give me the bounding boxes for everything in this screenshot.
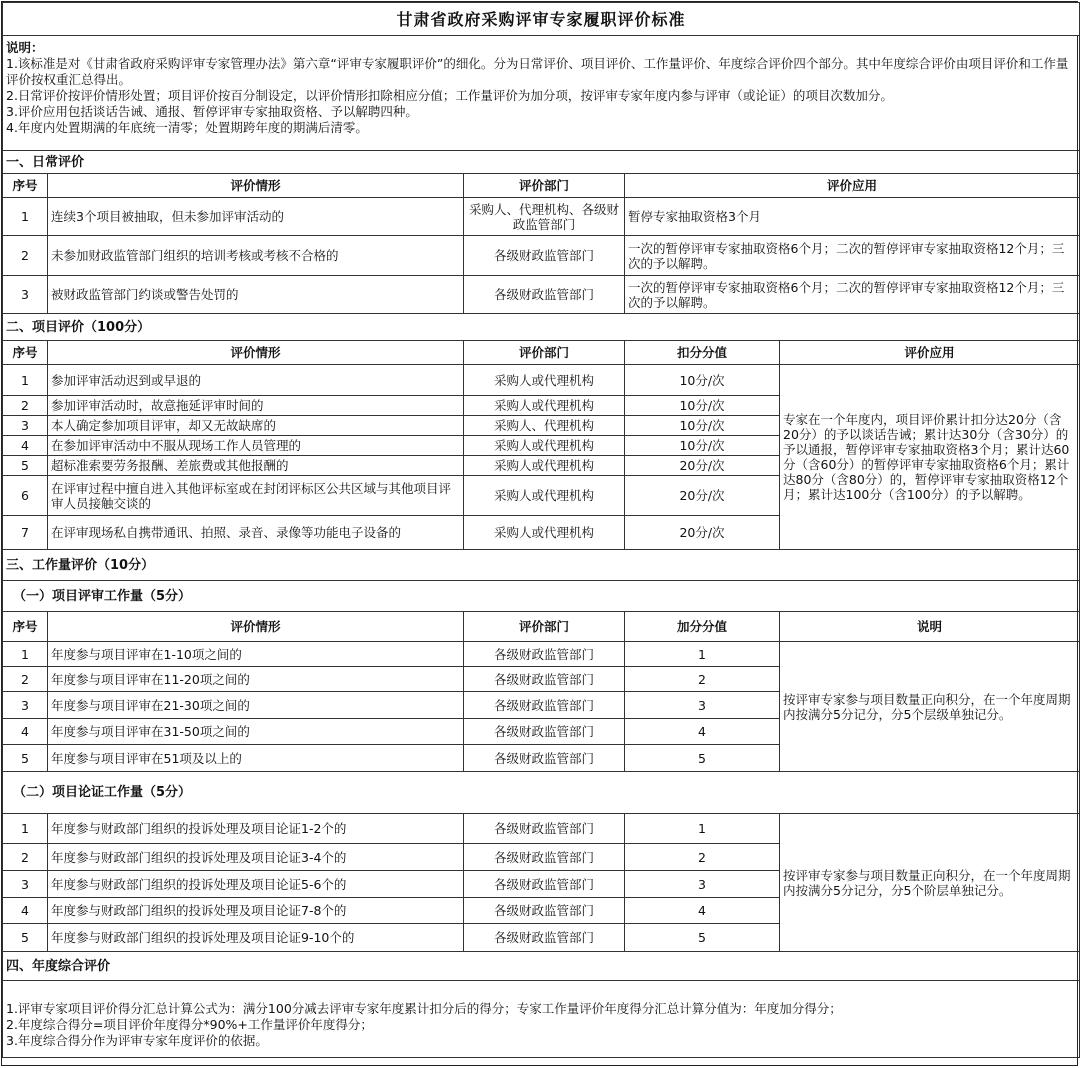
row-case: 在评审现场私自携带通讯、拍照、录音、录像等功能电子设备的 (48, 516, 464, 550)
row-no: 1 (3, 642, 48, 667)
row-no: 2 (3, 396, 48, 416)
review-remark: 按评审专家参与项目数量正向积分，在一个年度周期内按满分5分记分，分5个层级单独记分。 (780, 642, 1080, 772)
section-annual-title: 四、年度综合评价 (3, 952, 1080, 981)
row-case: 在评审过程中擅自进入其他评标室或在封闭评标区公共区域与其他项目评审人员接触交谈的 (48, 476, 464, 516)
row-case: 年度参与项目评审在1-10项之间的 (48, 642, 464, 667)
row-score: 2 (625, 667, 780, 692)
subsection-demo-title: （二）项目论证工作量（5分） (3, 772, 464, 814)
row-score: 10分/次 (625, 436, 780, 456)
row-dept: 各级财政监管部门 (464, 719, 625, 745)
table-row (3, 365, 1080, 396)
row-case: 年度参与财政部门组织的投诉处理及项目论证3-4个的 (48, 844, 464, 871)
table-row (3, 236, 1080, 276)
table-row (3, 642, 1080, 667)
row-score: 1 (625, 814, 780, 844)
row-case: 参加评审活动时，故意拖延评审时间的 (48, 396, 464, 416)
row-no: 5 (3, 924, 48, 952)
header-case: 评价情形 (48, 612, 464, 642)
row-no: 5 (3, 745, 48, 772)
row-application: 一次的暂停评审专家抽取资格6个月；二次的暂停评审专家抽取资格12个月；三次的予以解聘。 (625, 276, 1080, 314)
header-bonus: 加分分值 (625, 612, 780, 642)
row-score: 20分/次 (625, 516, 780, 550)
row-score: 4 (625, 898, 780, 924)
header-no: 序号 (3, 612, 48, 642)
row-dept: 各级财政监管部门 (464, 924, 625, 952)
row-dept: 采购人或代理机构 (464, 456, 625, 476)
row-case: 连续3个项目被抽取，但未参加评审活动的 (48, 198, 464, 236)
row-case: 在参加评审活动中不服从现场工作人员管理的 (48, 436, 464, 456)
header-dept: 评价部门 (464, 341, 625, 365)
section-project-title: 二、项目评价（100分） (3, 314, 1080, 341)
row-dept: 各级财政监管部门 (464, 871, 625, 898)
row-case: 年度参与项目评审在51项及以上的 (48, 745, 464, 772)
row-case: 参加评审活动迟到或早退的 (48, 365, 464, 396)
row-no: 3 (3, 692, 48, 719)
header-application: 评价应用 (625, 174, 1080, 198)
row-score: 10分/次 (625, 365, 780, 396)
notes-line: 2.日常评价按评价情形处置；项目评价按百分制设定，以评价情形扣除相应分值；工作量评价为加分项，按评审专家年度内参与评审（或论证）的项目次数加分。 (6, 88, 893, 103)
row-case: 超标准索要劳务报酬、差旅费或其他报酬的 (48, 456, 464, 476)
row-dept: 各级财政监管部门 (464, 844, 625, 871)
row-score: 20分/次 (625, 476, 780, 516)
header-deduction: 扣分分值 (625, 341, 780, 365)
row-no: 3 (3, 276, 48, 314)
header-case: 评价情形 (48, 341, 464, 365)
row-dept: 各级财政监管部门 (464, 814, 625, 844)
row-dept: 采购人、代理机构、各级财政监管部门 (464, 198, 625, 236)
row-case: 本人确定参加项目评审，却又无故缺席的 (48, 416, 464, 436)
row-case: 年度参与项目评审在11-20项之间的 (48, 667, 464, 692)
row-dept: 采购人或代理机构 (464, 436, 625, 456)
blank-cell (780, 772, 1080, 814)
table-row (3, 198, 1080, 236)
row-no: 2 (3, 236, 48, 276)
row-no: 2 (3, 667, 48, 692)
row-dept: 采购人或代理机构 (464, 396, 625, 416)
blank-cell (464, 772, 625, 814)
row-dept: 采购人或代理机构 (464, 516, 625, 550)
row-no: 4 (3, 898, 48, 924)
row-dept: 采购人或代理机构 (464, 476, 625, 516)
evaluation-standard-sheet (1, 1, 1078, 1066)
annual-line: 2.年度综合得分=项目评价年度得分*90%+工作量评价年度得分； (6, 1017, 373, 1032)
row-score: 3 (625, 871, 780, 898)
row-dept: 各级财政监管部门 (464, 276, 625, 314)
table-row (3, 276, 1080, 314)
row-no: 1 (3, 198, 48, 236)
row-dept: 各级财政监管部门 (464, 236, 625, 276)
notes-line: 4.年度内处置期满的年底统一清零；处置期跨年度的期满后清零。 (6, 120, 368, 135)
annual-line: 3.年度综合得分作为评审专家年度评价的依据。 (6, 1033, 268, 1048)
header-dept: 评价部门 (464, 174, 625, 198)
row-no: 5 (3, 456, 48, 476)
row-score: 5 (625, 745, 780, 772)
row-case: 被财政监管部门约谈或警告处罚的 (48, 276, 464, 314)
header-application: 评价应用 (780, 341, 1080, 365)
row-no: 4 (3, 436, 48, 456)
row-application: 暂停专家抽取资格3个月 (625, 198, 1080, 236)
demo-remark: 按评审专家参与项目数量正向积分，在一个年度周期内按满分5分记分，分5个阶层单独记分。 (780, 814, 1080, 952)
row-dept: 各级财政监管部门 (464, 667, 625, 692)
row-dept: 各级财政监管部门 (464, 898, 625, 924)
row-no: 4 (3, 719, 48, 745)
row-score: 5 (625, 924, 780, 952)
row-score: 10分/次 (625, 396, 780, 416)
project-application: 专家在一个年度内，项目评价累计扣分达20分（含20分）的予以谈话告诫；累计达30分（含30分）的予以通报，暂停评审专家抽取资格3个月；累计达60分（含60分）的暂停评审专家抽取资格6个月；累计达80分（含80分）的，暂停评审专家抽取资格12个月；累计达100分（含100分）的予以解聘。 (780, 365, 1080, 550)
header-no: 序号 (3, 174, 48, 198)
row-dept: 各级财政监管部门 (464, 692, 625, 719)
notes-block (3, 36, 1080, 151)
row-no: 3 (3, 416, 48, 436)
row-case: 年度参与财政部门组织的投诉处理及项目论证1-2个的 (48, 814, 464, 844)
header-no: 序号 (3, 341, 48, 365)
annual-block (3, 981, 1080, 1058)
row-dept: 采购人、代理机构 (464, 416, 625, 436)
row-dept: 各级财政监管部门 (464, 745, 625, 772)
row-case: 年度参与财政部门组织的投诉处理及项目论证5-6个的 (48, 871, 464, 898)
row-no: 2 (3, 844, 48, 871)
row-score: 1 (625, 642, 780, 667)
table-row (3, 814, 1080, 844)
row-score: 3 (625, 692, 780, 719)
row-no: 3 (3, 871, 48, 898)
row-case: 年度参与项目评审在31-50项之间的 (48, 719, 464, 745)
row-case: 未参加财政监管部门组织的培训考核或考核不合格的 (48, 236, 464, 276)
notes-line: 1.该标准是对《甘肃省政府采购评审专家管理办法》第六章“评审专家履职评价”的细化。分为日常评价、项目评价、工作量评价、年度综合评价四个部分。其中年度综合评价由项目评价和工作量评价按权重汇总得出。 (6, 56, 1069, 87)
annual-line: 1.评审专家项目评价得分汇总计算公式为：满分100分减去评审专家年度累计扣分后的得分；专家工作量评价年度得分汇总计算分值为：年度加分得分； (6, 1001, 842, 1016)
row-no: 1 (3, 814, 48, 844)
subsection-review-title: （一）项目评审工作量（5分） (3, 581, 1080, 612)
section-daily-title: 一、日常评价 (3, 151, 1080, 174)
row-application: 一次的暂停评审专家抽取资格6个月；二次的暂停评审专家抽取资格12个月；三次的予以解聘。 (625, 236, 1080, 276)
notes-heading: 说明： (6, 40, 44, 55)
row-no: 6 (3, 476, 48, 516)
section-workload-title: 三、工作量评价（10分） (3, 550, 1080, 581)
notes-line: 3.评价应用包括谈话告诫、通报、暂停评审专家抽取资格、予以解聘四种。 (6, 104, 418, 119)
row-no: 1 (3, 365, 48, 396)
row-case: 年度参与项目评审在21-30项之间的 (48, 692, 464, 719)
header-dept: 评价部门 (464, 612, 625, 642)
row-score: 10分/次 (625, 416, 780, 436)
header-case: 评价情形 (48, 174, 464, 198)
row-dept: 各级财政监管部门 (464, 642, 625, 667)
row-score: 2 (625, 844, 780, 871)
row-case: 年度参与财政部门组织的投诉处理及项目论证7-8个的 (48, 898, 464, 924)
blank-cell (625, 772, 780, 814)
page-title: 甘肃省政府采购评审专家履职评价标准 (3, 3, 1080, 36)
row-score: 20分/次 (625, 456, 780, 476)
evaluation-table (2, 2, 1080, 1058)
row-case: 年度参与财政部门组织的投诉处理及项目论证9-10个的 (48, 924, 464, 952)
row-dept: 采购人或代理机构 (464, 365, 625, 396)
row-score: 4 (625, 719, 780, 745)
row-no: 7 (3, 516, 48, 550)
header-remark: 说明 (780, 612, 1080, 642)
